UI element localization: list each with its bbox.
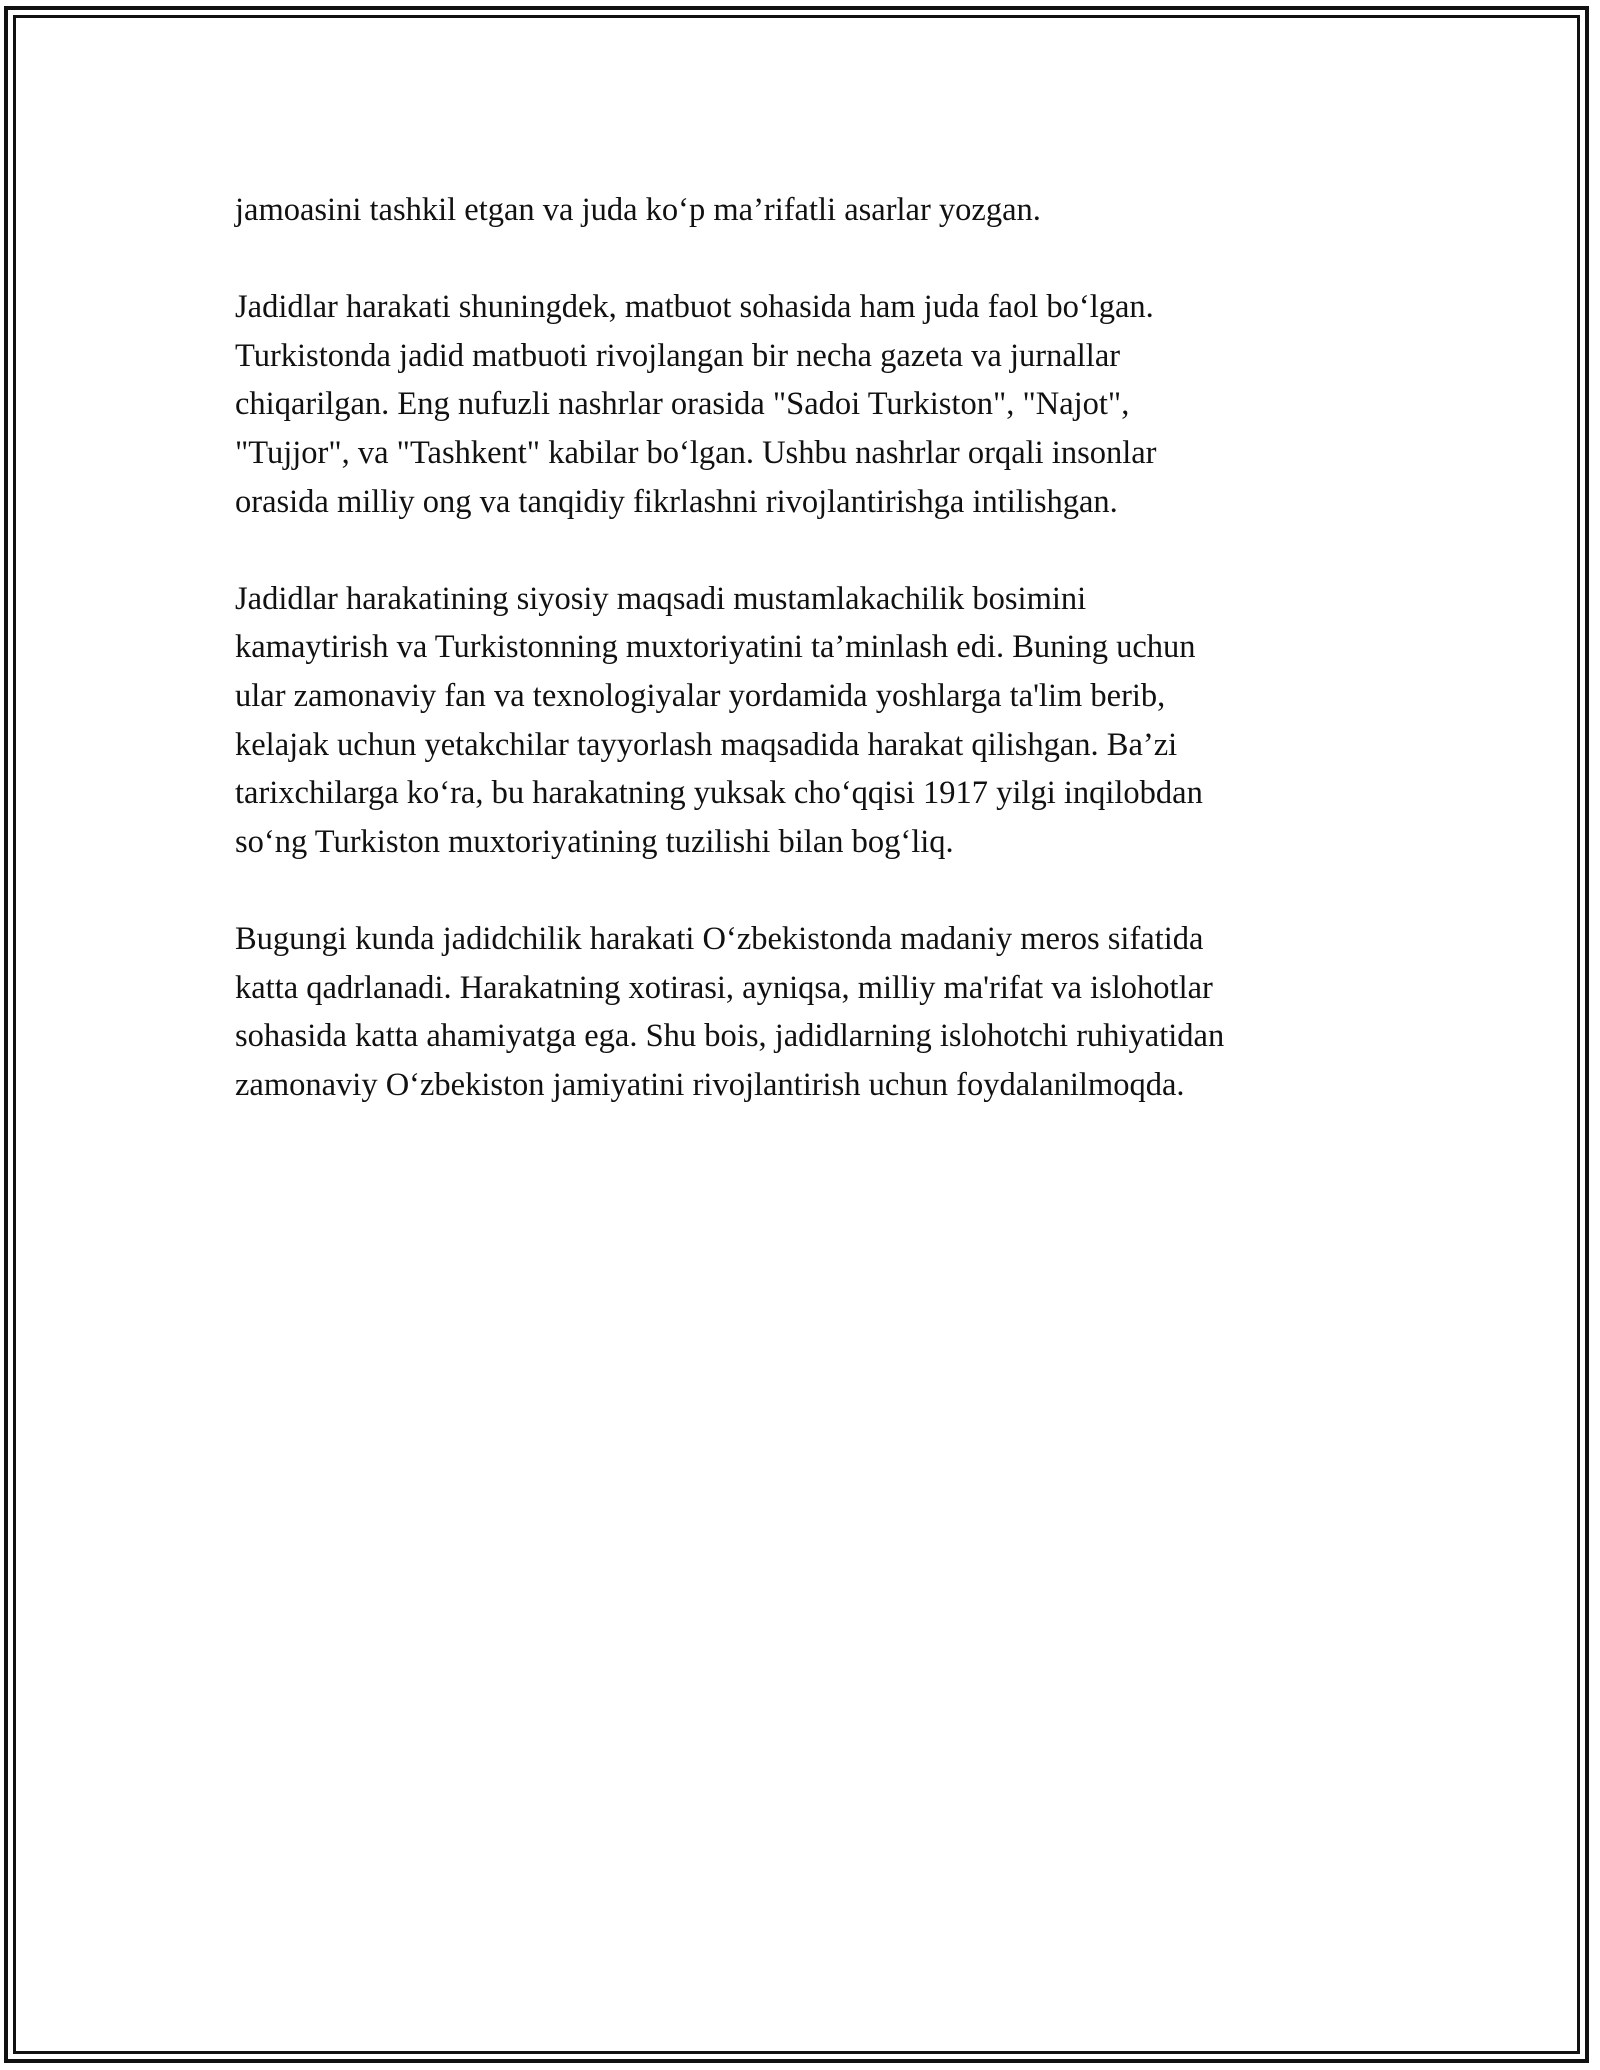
paragraph-1 [235, 186, 1375, 235]
paragraph-4 [235, 915, 1375, 1109]
text-line: katta qadrlanadi. Harakatning xotirasi, ayniqsa, milliy ma'rifat va islohotlar [235, 969, 1213, 1006]
text-line: so‘ng Turkiston muxtoriyatining tuzilishi bilan bog‘liq. [235, 823, 954, 860]
text-line: Jadidlar harakati shuningdek, matbuot sohasida ham juda faol bo‘lgan. [235, 289, 1154, 326]
text-line: Bugungi kunda jadidchilik harakati O‘zbekistonda madaniy meros sifatida [235, 920, 1204, 957]
text-line: "Tujjor", va "Tashkent" kabilar bo‘lgan. Ushbu nashrlar orqali insonlar [235, 434, 1157, 471]
text-line: kelajak uchun yetakchilar tayyorlash maqsadida harakat qilishgan. Ba’zi [235, 726, 1178, 763]
text-line: Turkistonda jadid matbuoti rivojlangan bir necha gazeta va jurnallar [235, 337, 1121, 374]
text-line: Jadidlar harakatining siyosiy maqsadi mustamlakachilik bosimini [235, 580, 1087, 617]
text-line: chiqarilgan. Eng nufuzli nashrlar orasida "Sadoi Turkiston", "Najot", [235, 386, 1130, 423]
text-line: sohasida katta ahamiyatga ega. Shu bois, jadidlarning islohotchi ruhiyatidan [235, 1018, 1225, 1055]
text-line: kamaytirish va Turkistonning muxtoriyatini ta’minlash edi. Buning uchun [235, 629, 1196, 666]
paragraph-3 [235, 575, 1375, 867]
paragraph-2 [235, 283, 1375, 526]
text-line: zamonaviy O‘zbekiston jamiyatini rivojlantirish uchun foydalanilmoqda. [235, 1066, 1185, 1103]
document-body [235, 186, 1375, 1158]
text-line: ular zamonaviy fan va texnologiyalar yordamida yoshlarga ta'lim berib, [235, 677, 1166, 714]
text-line: tarixchilarga ko‘ra, bu harakatning yuksak cho‘qqisi 1917 yilgi inqilobdan [235, 775, 1203, 812]
text-line: orasida milliy ong va tanqidiy fikrlashni rivojlantirishga intilishgan. [235, 483, 1118, 520]
text-line: jamoasini tashkil etgan va juda ko‘p ma’rifatli asarlar yozgan. [235, 192, 1041, 228]
